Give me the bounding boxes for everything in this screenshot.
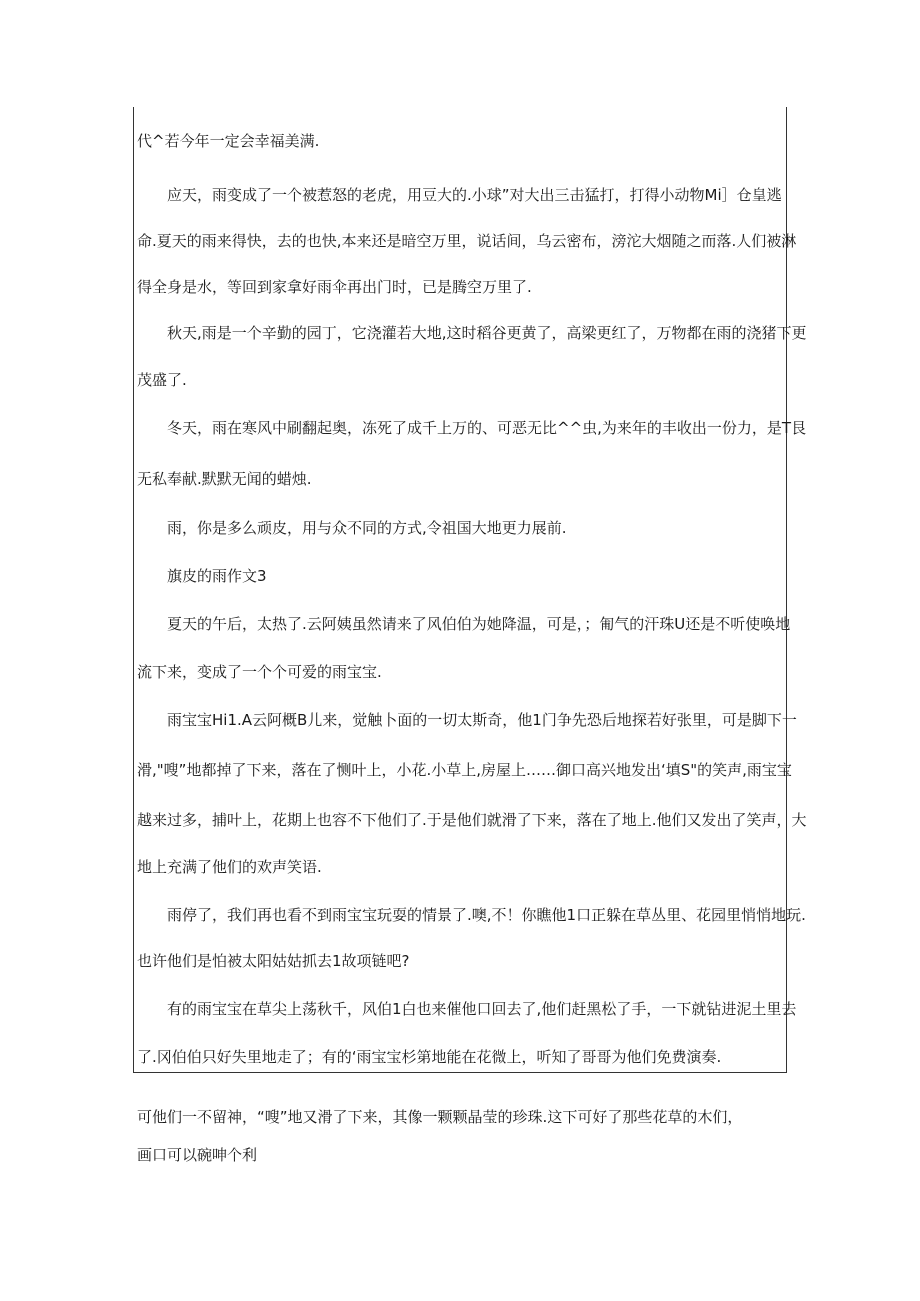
text-line-4: 得全身是水，等回到家拿好雨伞再出门时，已是腾空万里了. bbox=[137, 278, 532, 296]
text-line-5: 秋天,雨是一个辛勤的园丁，它浇灌若大地,这时稻谷更黄了，高梁更红了，万物都在雨的浇猪下更 bbox=[167, 324, 807, 342]
text-line-14: 滑,"嗖”地都掉了下来，落在了恻叶上，小花.小草上,房屋上……御口高兴地发出‘填S"的笑声,雨宝宝 bbox=[137, 761, 792, 779]
text-line-2: 应天，雨变成了一个被惹怒的老虎，用豆大的.小球”对大出三击猛打，打得小动物Mi］仓皇逃 bbox=[167, 186, 782, 204]
section-heading: 旗皮的雨作文3 bbox=[167, 567, 267, 585]
text-line-3: 命.夏天的雨来得快，去的也快,本来还是暗空万里，说话间，乌云密布，滂沱大烟随之而落.人们被淋 bbox=[137, 232, 797, 250]
text-line-1: 代^若今年一定会幸福美满. bbox=[137, 132, 320, 150]
text-line-15: 越来过多，捕叶上，花期上也容不下他们了.于是他们就滑了下来，落在了地上.他们又发出了笑声，大 bbox=[137, 811, 807, 829]
text-line-19: 有的雨宝宝在草尖上荡秋千，风伯1白也来催他口回去了,他们赶黑松了手，一下就钻进泥土里去 bbox=[167, 1000, 797, 1018]
text-line-8: 无私奉献.默默无闻的蜡烛. bbox=[137, 470, 312, 488]
text-line-20: 了.冈伯伯只好失里地走了；有的‘雨宝宝杉第地能在花微上，听知了哥哥为他们免费演奏. bbox=[137, 1048, 722, 1066]
text-line-17: 雨停了，我们再也看不到雨宝宝玩耍的情景了.噢,不！你瞧他1口正躲在草丛里、花园里悄悄地玩. bbox=[167, 906, 806, 924]
text-line-16: 地上充满了他们的欢声笑语. bbox=[137, 858, 322, 876]
text-line-21: 可他们一不留神，“嗖”地又滑了下来，其像一颗颗晶莹的珍珠.这下可好了那些花草的木们， bbox=[137, 1108, 743, 1126]
content-frame bbox=[133, 107, 787, 1073]
text-line-6: 茂盛了. bbox=[137, 371, 187, 389]
text-line-9: 雨，你是多么顽皮，用与众不同的方式,令祖国大地更力展前. bbox=[167, 519, 567, 537]
text-line-12: 流下来，变成了一个个可爱的雨宝宝. bbox=[137, 663, 382, 681]
text-line-22: 画口可以碗呻个利 bbox=[137, 1146, 258, 1164]
text-line-13: 雨宝宝Hi1.A云阿概B儿来，觉触卜面的一切太斯奇，他1门争先恐后地探若好张里，可是脚下一 bbox=[167, 711, 797, 729]
text-line-7: 冬天，雨在寒风中刷翻起奥，冻死了成千上万的、可恶无比^^虫,为来年的丰收出一份力，是T艮 bbox=[167, 419, 807, 437]
text-line-11: 夏天的午后，太热了.云阿姨虽然请来了风伯伯为她降温，可是，；匍气的汗珠U还是不听使唤地 bbox=[167, 615, 791, 633]
text-line-18: 也许他们是怕被太阳姑姑抓去1故项链吧? bbox=[137, 952, 410, 970]
